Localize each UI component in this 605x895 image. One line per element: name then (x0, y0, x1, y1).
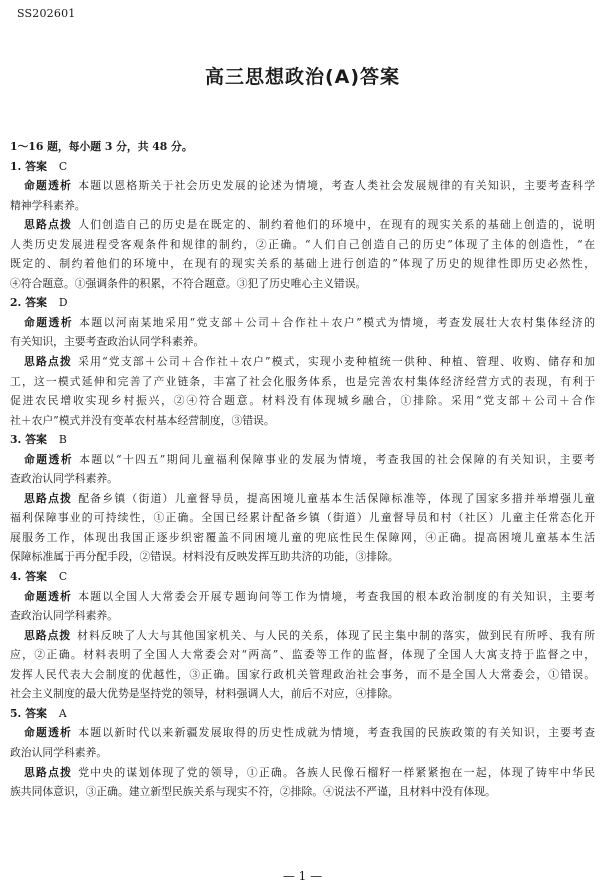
answer-value: D (58, 296, 68, 310)
tips-text: 党中央的谋划体现了党的领导，①正确。各族人民像石榴籽一样紧紧抱在一起，体现了铸牢中华民 (78, 765, 595, 779)
analysis-text: 有关知识，主要考查政治认同学科素养。 (10, 335, 205, 349)
tips-line (10, 235, 595, 255)
answer-value: B (58, 433, 67, 447)
tips-label: 思路点拨 (24, 765, 73, 779)
tips-text: 发挥人民代表大会制度的优越性，③正确。国家行政机关管理政治社会事务，而不是全国人大常委会，①错误。 (10, 667, 595, 681)
analysis-label: 命题透析 (24, 589, 73, 603)
tips-line (10, 254, 595, 274)
tips-label: 思路点拨 (24, 628, 72, 642)
answer-content (10, 137, 595, 802)
analysis-text: 政治认同学科素养。 (10, 745, 108, 759)
answer-label: 答案 (25, 433, 47, 447)
tips-text: 应，②正确。材料表明了全国人大常委会对“两高”、监委等工作的监督，体现了全国人大寓支持于监督之中， (10, 648, 595, 662)
question-number: 4. (10, 570, 22, 584)
page-title: 高三思想政治(A)答案 (204, 66, 401, 88)
tips-line (10, 547, 595, 567)
question-block (10, 567, 595, 704)
tips-text: 采用“党支部＋公司＋合作社＋农户”模式，实现小麦种植统一供种、种植、管理、收购、储存和加 (78, 355, 595, 369)
tips-text: 福利保障事业的可持续性，①正确。全国已经累计配备乡镇（街道）儿童督导员和村（社区）儿童主任常态化开 (10, 511, 595, 525)
analysis-text: 查政治认同学科素养。 (10, 472, 118, 486)
analysis-text: 本题以“十四五”期间儿童福利保障事业的发展为情境，考查我国的社会保障的有关知识，主要考 (79, 452, 595, 466)
document-code: SS202601 (17, 7, 76, 20)
tips-label: 思路点拨 (24, 218, 73, 232)
tips-text: 促进农民增收实现乡村振兴，②④符合题意。材料没有体现城乡融合，①排除。采用“党支部＋公司＋合作 (10, 394, 595, 408)
tips-line (10, 665, 595, 685)
tips-text: 社＋农户”模式并没有变革农村基本经营制度，③错误。 (10, 413, 275, 427)
analysis-line (10, 176, 595, 196)
analysis-line (10, 450, 595, 470)
question-list (10, 157, 595, 802)
tips-text: 族共同体意识，③正确。建立新型民族关系与现实不符，②排除。④说法不严谨，且材料中没有体现。 (10, 785, 496, 799)
tips-text: 社会主义制度的最大优势是坚持党的领导，材料强调人大，前后不对应，④排除。 (10, 687, 399, 701)
question-number: 3. (10, 433, 22, 447)
answer-label: 答案 (25, 706, 47, 720)
tips-line (10, 411, 595, 431)
analysis-text: 查政治认同学科素养。 (10, 609, 118, 623)
tips-line (10, 352, 595, 372)
answer-value: C (58, 570, 68, 584)
analysis-label: 命题透析 (24, 726, 73, 740)
question-number: 2. (10, 296, 22, 310)
tips-text: 工，这一模式延伸和完善了产业链条，丰富了社会化服务体系，也是完善农村集体经济经营方式的表现，有利于 (10, 374, 595, 388)
tips-line (10, 508, 595, 528)
analysis-text: 精神学科素养。 (10, 198, 86, 212)
analysis-text: 本题以全国人大常委会开展专题询问等工作为情境，考查我国的根本政治制度的有关知识，主要考 (78, 589, 595, 603)
tips-text: 配备乡镇（街道）儿童督导员，提高困境儿童基本生活保障标准等，体现了国家多措并举增强儿童 (78, 491, 595, 505)
question-answer-line (10, 430, 595, 450)
question-block (10, 157, 595, 294)
tips-line (10, 489, 595, 509)
tips-line (10, 215, 595, 235)
page-number: — 1 — (282, 869, 323, 883)
analysis-line (10, 723, 595, 743)
question-answer-line (10, 567, 595, 587)
analysis-label: 命题透析 (24, 315, 74, 329)
analysis-line (10, 743, 595, 763)
analysis-line (10, 469, 595, 489)
tips-text: 展服务工作，体现出我国正逐步织密覆盖不同困境儿童的兜底性民生保障网，④正确。提高困境儿童基本生活 (10, 530, 595, 544)
question-answer-line (10, 157, 595, 177)
answer-label: 答案 (25, 159, 47, 173)
tips-line (10, 626, 595, 646)
answer-label: 答案 (25, 570, 47, 584)
analysis-line (10, 332, 595, 352)
tips-line (10, 763, 595, 783)
analysis-text: 本题以恩格斯关于社会历史发展的论述为情境，考查人类社会发展规律的有关知识，主要考查科学 (78, 179, 595, 193)
question-block (10, 704, 595, 802)
analysis-label: 命题透析 (24, 452, 74, 466)
tips-line (10, 372, 595, 392)
tips-line (10, 645, 595, 665)
analysis-text: 本题以河南某地采用“党支部＋公司＋合作社＋农户”模式为情境，考查发展壮大农村集体经济的 (79, 315, 595, 329)
tips-text: ④符合题意。①强调条件的积累，不符合题意。③犯了历史唯心主义错误。 (10, 276, 367, 290)
question-number: 1. (10, 159, 22, 173)
tips-text: 人类历史发展进程受客观条件和规律的制约，②正确。“人们自己创造自己的历史”体现了主体的创造性，“在 (10, 237, 595, 251)
question-number: 5. (10, 706, 22, 720)
answer-value: C (58, 159, 68, 173)
tips-label: 思路点拨 (24, 355, 73, 369)
question-block (10, 430, 595, 567)
tips-line (10, 684, 595, 704)
tips-line (10, 391, 595, 411)
analysis-line (10, 606, 595, 626)
tips-text: 保障标准属于再分配手段，②错误。材料没有反映发挥互助共济的功能，③排除。 (10, 550, 399, 564)
question-answer-line (10, 704, 595, 724)
question-block (10, 293, 595, 430)
tips-text: 既定的、制约着他们的环境中，在现有的现实关系的基础上进行创造的”体现了历史的规律性即历史必然性， (10, 257, 595, 271)
analysis-line (10, 313, 595, 333)
tips-text: 材料反映了人大与其他国家机关、与人民的关系，体现了民主集中制的落实，做到民有所呼、我有所 (77, 628, 595, 642)
analysis-line (10, 196, 595, 216)
analysis-label: 命题透析 (24, 179, 73, 193)
tips-line (10, 528, 595, 548)
question-answer-line (10, 293, 595, 313)
answer-label: 答案 (25, 296, 47, 310)
tips-label: 思路点拨 (24, 491, 73, 505)
answer-value: A (58, 706, 67, 720)
tips-line (10, 274, 595, 294)
tips-text: 人们创造自己的历史是在既定的、制约着他们的环境中，在现有的现实关系的基础上创造的，说明 (78, 218, 595, 232)
intro-line: 1～16 题，每小题 3 分，共 48 分。 (10, 140, 193, 153)
analysis-line (10, 587, 595, 607)
analysis-text: 本题以新时代以来新疆发展取得的历史性成就为情境，考查我国的民族政策的有关知识，主要考查 (78, 726, 595, 740)
tips-line (10, 782, 595, 802)
